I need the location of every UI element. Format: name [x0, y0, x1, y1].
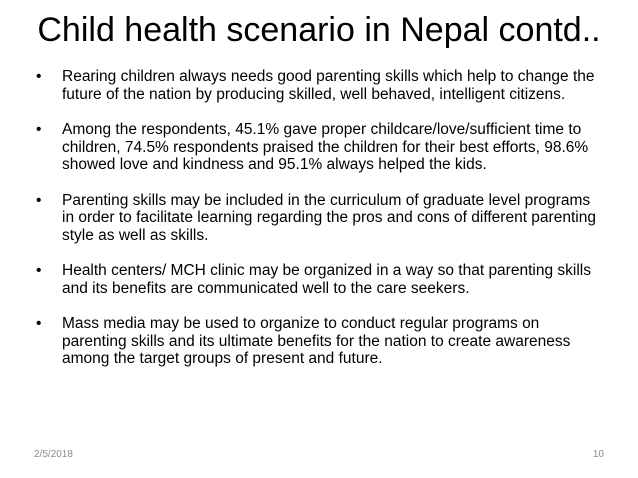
bullet-item	[36, 68, 606, 103]
bullet-icon: •	[36, 191, 42, 209]
bullet-icon: •	[36, 262, 42, 279]
bullet-list	[36, 68, 606, 368]
bullet-item	[36, 192, 606, 245]
bullet-text: Rearing children always needs good parenting skills which help to change the future of the nation by producing skilled, well behaved, intelligent citizens.	[62, 68, 595, 103]
bullet-item	[36, 262, 606, 297]
bullet-icon: •	[36, 68, 42, 85]
bullet-icon: •	[36, 315, 42, 332]
bullet-text: Among the respondents, 45.1% gave proper childcare/love/sufficient time to children, 74.5% respondents praised the children for their best efforts, 98.6% showed love and kindness and 95.1% always helped the kids.	[62, 121, 589, 173]
page-number: 10	[592, 449, 604, 460]
bullet-item	[36, 121, 606, 174]
bullet-item	[36, 315, 606, 368]
bullet-text: Health centers/ MCH clinic may be organized in a way so that parenting skills and its benefits are communicated well to the care seekers.	[62, 262, 591, 297]
bullet-text: Parenting skills may be included in the curriculum of graduate level programs in order to facilitate learning regarding the pros and cons of different parenting style as well as skills.	[62, 191, 596, 244]
slide-title: Child health scenario in Nepal contd..	[37, 11, 601, 49]
bullet-text: Mass media may be used to organize to conduct regular programs on parenting skills and its ultimate benefits for the nation to create awareness among the target groups of present and future.	[62, 315, 571, 367]
bullet-icon: •	[36, 121, 42, 138]
footer-date: 2/5/2018	[34, 449, 73, 460]
